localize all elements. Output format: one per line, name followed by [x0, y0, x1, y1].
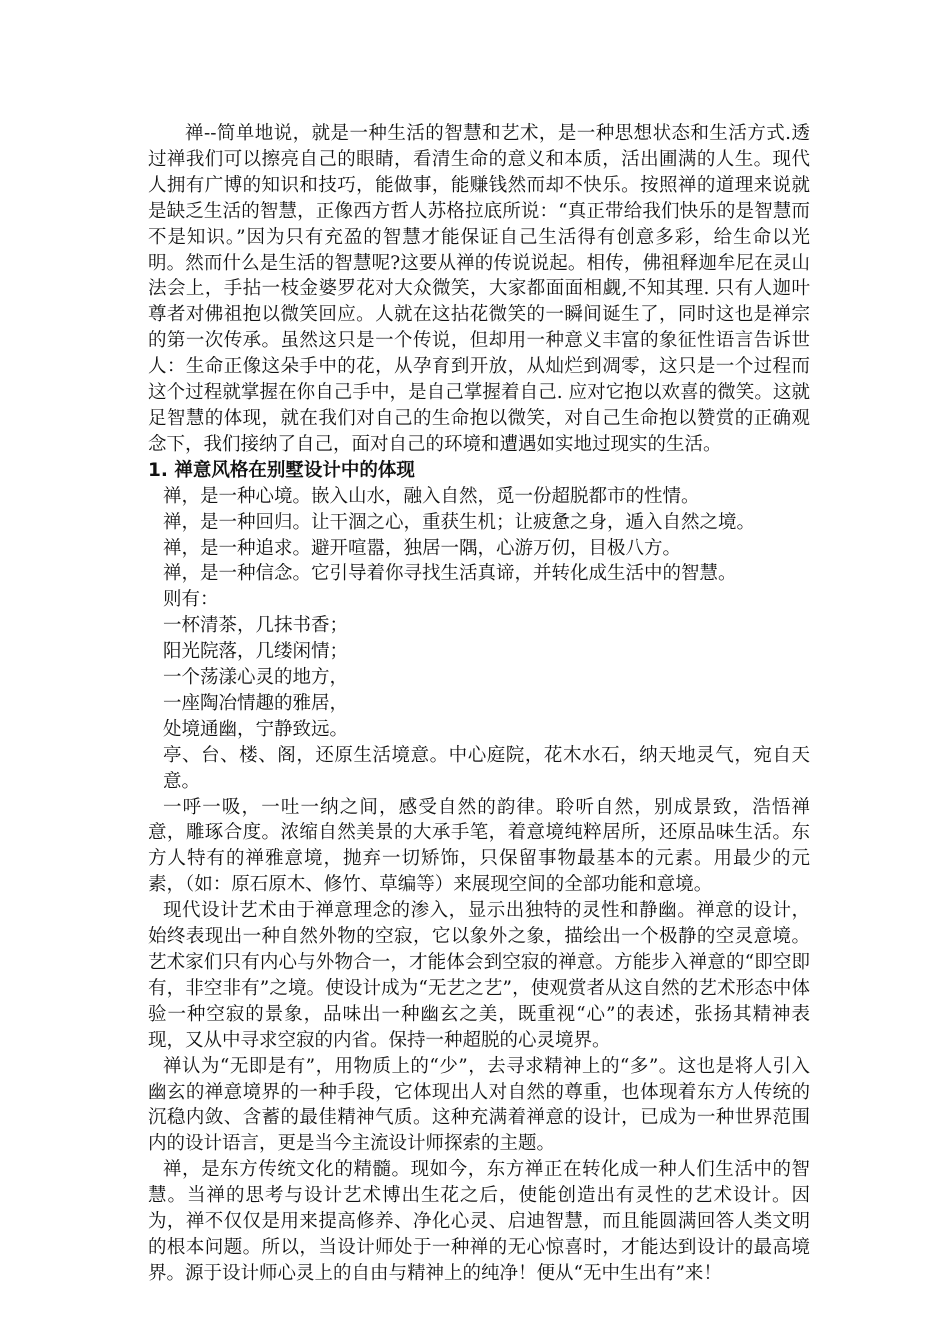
text-line: 一杯清茶，几抹书香； [163, 615, 349, 637]
poem-lines [148, 484, 810, 795]
text-line: 一座陶冶情趣的雅居， [163, 692, 349, 714]
text-line: 禅，是一种心境。嵌入山水，融入自然，觅一份超脱都市的性情。 [163, 485, 700, 507]
text-line: 处境通幽，宁静致远。 [163, 718, 349, 740]
body-paragraph: 一呼一吸，一吐一纳之间，感受自然的韵律。聆听自然，别成景致，浩悟禅意，雕琢合度。浓缩自然美景的大承手笔，着意境纯粹居所，还原品味生活。东方人特有的禅雅意境，抛弃一切矫饰，只保留事物最基本的元素。用最少的元素，（如：原石原木、修竹、草编等）来展现空间的全部功能和意境。 [148, 796, 810, 896]
text-line: 一个荡漾心灵的地方， [163, 667, 349, 689]
text-line: 禅，是一种追求。避开喧嚣，独居一隅，心游万仞，目极八方。 [163, 537, 682, 559]
text-line: 禅，是一种回归。让干涸之心，重获生机；让疲惫之身，遁入自然之境。 [163, 511, 756, 533]
body-paragraph: 禅认为“无即是有”，用物质上的“少”，去寻求精神上的“多”。这也是将人引入幽玄的禅意境界的一种手段，它体现出人对自然的尊重，也体现着东方人传统的沉稳内敛、含蓄的最佳精神气质。这种充满着禅意的设计，已成为一种世界范围内的设计语言，更是当今主流设计师探索的主题。 [148, 1055, 810, 1155]
document-page [148, 121, 810, 1287]
section-heading: 1. 禅意风格在别墅设计中的体现 [148, 459, 415, 481]
text-line: 则有： [163, 589, 219, 611]
body-paragraph: 现代设计艺术由于禅意理念的渗入，显示出独特的灵性和静幽。禅意的设计，始终表现出一种自然外物的空寂，它以象外之象，描绘出一个极静的空灵意境。艺术家们只有内心与外物合一，才能体会到空寂的禅意。方能步入禅意的“即空即有，非空非有”之境。使设计成为“无艺之艺”，使观赏者从这自然的艺术形态中体验一种空寂的景象，品味出一种幽玄之美，既重视“心”的表述，张扬其精神表现，又从中寻求空寂的内省。保持一种超脱的心灵境界。 [148, 900, 810, 1051]
text-line: 禅，是一种信念。它引导着你寻找生活真谛，并转化成生活中的智慧。 [163, 563, 737, 585]
text-line: 阳光院落，几缕闲情； [163, 641, 349, 663]
body-paragraph: 禅，是东方传统文化的精髓。现如今，东方禅正在转化成一种人们生活中的智慧。当禅的思考与设计艺术博出生花之后，使能创造出有灵性的艺术设计。因为，禅不仅仅是用来提高修养、净化心灵、启迪智慧，而且能圆满回答人类文明的根本问题。所以，当设计师处于一种禅的无心惊喜时，才能达到设计的最高境界。源于设计师心灵上的自由与精神上的纯净！便从“无中生出有”来！ [148, 1159, 810, 1284]
intro-paragraph: 禅--简单地说，就是一种生活的智慧和艺术，是一种思想状态和生活方式.透过禅我们可以擦亮自己的眼睛，看清生命的意义和本质，活出圃满的人生。现代人拥有广博的知识和技巧，能做事，能赚钱然而却不快乐。按照禅的道理来说就是缺乏生活的智慧，正像西方哲人苏格拉底所说：“真正带给我们快乐的是智慧而不是知识。”因为只有充盈的智慧才能保证自己生活得有创意多彩，给生命以光明。然而什么是生活的智慧呢?这要从禅的传说说起。相传，佛祖释迦牟尼在灵山法会上，手拈一枝金婆罗花对大众微笑，大家都面面相觑,不知其理. 只有人迦叶尊者对佛祖抱以微笑回应。人就在这拈花微笑的一瞬间诞生了，同时这也是禅宗的第一次传承。虽然这只是一个传说，但却用一种意义丰富的象征性语言告诉世人：生命正像这朵手中的花，从孕育到开放，从灿烂到凋零，这只是一个过程而这个过程就掌握在你自己手中，是自己掌握着自己. 应对它抱以欢喜的微笑。这就足智慧的体现，就在我们对自己的生命抱以微笑，对自己生命抱以赞赏的正确观念下，我们接纳了自己，面对自己的环境和遭遇如实地过现实的生活。 [148, 123, 810, 455]
text-line: 亭、台、楼、阁，还原生活境意。中心庭院，花木水石，纳天地灵气，宛自天意。 [163, 744, 810, 792]
